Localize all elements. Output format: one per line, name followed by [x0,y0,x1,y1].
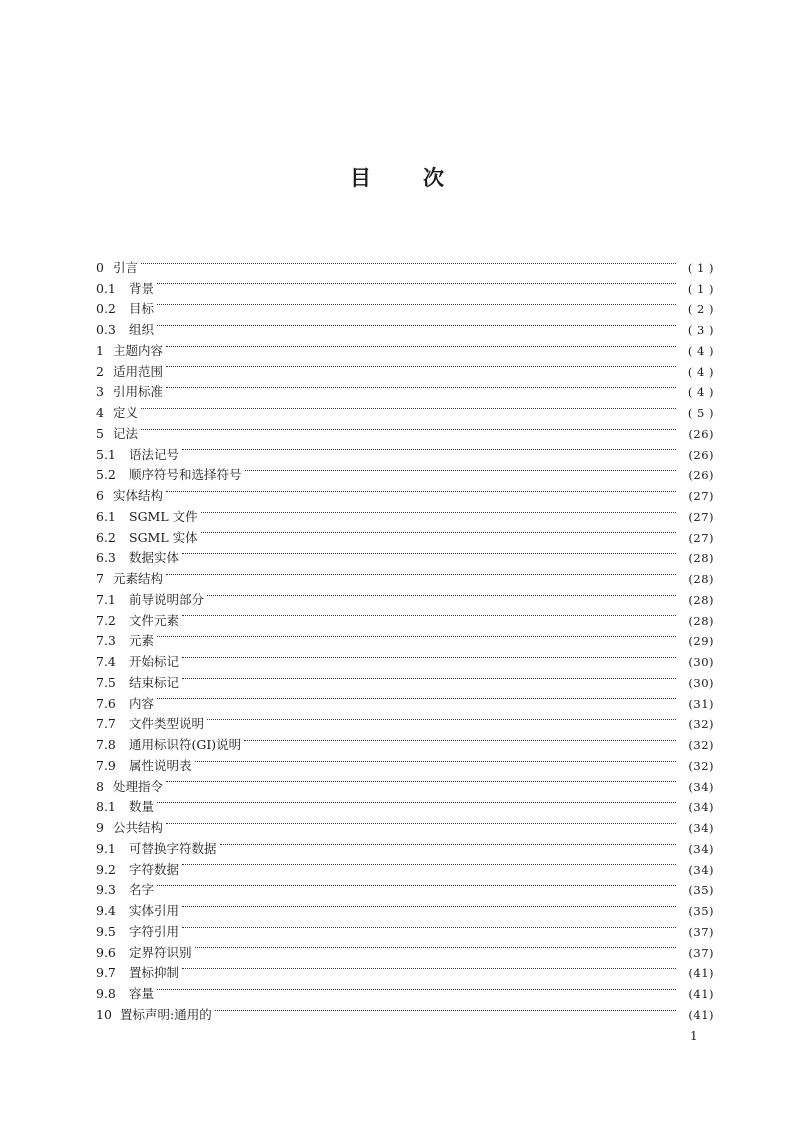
toc-entry-page: (37) [688,924,714,939]
toc-entry[interactable] [96,355,714,379]
toc-entry-label: 定界符识别 [129,944,192,960]
dot-leader [157,272,676,293]
toc-entry-number: 5.1 [96,446,116,462]
toc-entry-label: 通用标识符(GI)说明 [129,737,242,752]
toc-entry[interactable] [96,438,714,462]
dot-leader [182,894,676,915]
toc-entry-number: 4 [96,405,104,420]
toc-entry-label: 名字 [129,882,155,898]
dot-leader [157,687,676,708]
dot-leader [182,853,676,874]
toc-entry-label: 主题内容 [113,342,164,358]
toc-entry-label: 元素结构 [113,571,164,586]
dot-leader [182,666,676,687]
dot-leader [195,936,676,957]
dot-leader [182,604,676,625]
toc-entry-label: 实体引用 [129,903,180,918]
toc-entry-number: 7.4 [96,654,116,669]
dot-leader [166,334,676,355]
toc-entry-page: ( 2 ) [687,302,714,317]
toc-entry-number: 7.5 [96,674,116,690]
toc-entry-label: 实体结构 [113,488,164,503]
toc-entry-page: (34) [688,779,714,794]
toc-entry-label: 目标 [129,301,155,317]
toc-entry-label: 字符数据 [129,861,180,877]
toc-entry-label: SGML 实体 [129,529,198,545]
toc-entry-label: 文件类型说明 [129,716,205,732]
toc-entry-page: (34) [688,800,714,815]
page-number: 1 [690,1029,698,1043]
toc-entry-label: 顺序符号和选择符号 [129,467,242,483]
toc-entry[interactable] [96,936,714,960]
toc-entry-label: 定义 [113,405,139,420]
toc-entry-label: 组织 [129,322,155,337]
toc-entry-label: 数据实体 [129,550,180,566]
toc-entry-label: 元素 [129,633,155,649]
toc-entry-number: 0.3 [96,322,116,337]
toc-entry[interactable] [96,770,714,794]
toc-entry-page: (28) [688,613,714,628]
toc-entry-page: (34) [688,862,714,877]
dot-leader [245,459,676,480]
toc-entry-label: 适用范围 [113,363,164,379]
table-of-contents [96,251,714,1022]
toc-entry-number: 9.5 [96,923,116,939]
toc-entry-number: 5 [96,425,104,441]
toc-entry-label: 处理指令 [113,778,164,794]
toc-entry-page: (32) [688,717,714,732]
toc-entry-number: 7.6 [96,695,116,711]
toc-entry-label: 文件元素 [129,612,180,628]
toc-entry-label: 记法 [113,425,139,441]
dot-leader [141,251,676,272]
dot-leader [166,770,676,791]
toc-entry-page: (28) [688,551,714,566]
toc-entry-number: 9.6 [96,944,116,960]
toc-entry-page: (26) [688,447,714,462]
toc-entry-page: (41) [688,987,714,1001]
toc-entry[interactable] [96,894,714,918]
toc-entry[interactable] [96,853,714,877]
toc-entry-page: ( 4 ) [687,364,714,379]
toc-entry-number: 9.4 [96,903,116,918]
toc-entry-number: 7 [96,571,104,586]
toc-entry-page: (41) [688,966,714,981]
toc-entry[interactable] [96,977,714,1001]
toc-entry[interactable] [96,251,714,275]
toc-entry[interactable] [96,604,714,628]
dot-leader [201,521,676,542]
toc-entry-label: 公共结构 [113,820,164,835]
toc-entry-page: (26) [688,426,714,441]
toc-entry-label: 引用标准 [113,384,164,400]
toc-entry-page: (29) [688,634,714,649]
toc-entry[interactable] [96,708,714,732]
toc-entry-label: 容量 [129,986,155,1001]
dot-leader [182,645,676,666]
dot-leader [201,500,676,521]
dot-leader [141,396,676,417]
toc-entry-number: 6.3 [96,550,116,566]
toc-entry-label: 数量 [129,799,155,815]
toc-entry-page: (28) [688,572,714,586]
toc-entry-page: ( 1 ) [687,260,714,275]
toc-entry-number: 9.3 [96,882,116,898]
toc-entry-number: 8 [96,778,104,794]
dot-leader [166,562,676,583]
toc-entry[interactable] [96,791,714,815]
toc-entry-number: 2 [96,363,104,379]
dot-leader [244,728,676,749]
dot-leader [166,376,676,397]
toc-entry-number: 1 [96,342,104,358]
toc-entry-label: 结束标记 [129,674,180,690]
toc-entry-label: 置标抑制 [129,965,180,981]
dot-leader [166,479,676,500]
toc-entry[interactable] [96,334,714,358]
toc-entry[interactable] [96,376,714,400]
toc-entry[interactable] [96,583,714,607]
toc-entry-page: ( 4 ) [687,385,714,400]
toc-entry-number: 5.2 [96,467,116,483]
dot-leader [157,313,676,334]
toc-entry-label: 可替换字符数据 [129,840,217,856]
toc-entry[interactable] [96,479,714,503]
dot-leader [157,293,676,314]
toc-entry-number: 3 [96,384,104,400]
toc-entry[interactable] [96,957,714,981]
toc-entry-label: 开始标记 [129,654,180,669]
toc-entry-number: 6.1 [96,508,116,524]
dot-leader [157,977,676,998]
toc-entry-label: 字符引用 [129,923,180,939]
toc-entry-page: (41) [688,1007,714,1022]
toc-entry-number: 6 [96,488,104,503]
toc-entry[interactable] [96,562,714,586]
toc-entry-page: (30) [688,675,714,690]
toc-entry[interactable] [96,915,714,939]
toc-entry-number: 9.7 [96,965,116,981]
toc-entry-number: 7.3 [96,633,116,649]
dot-leader [157,874,676,895]
toc-entry-number: 7.1 [96,591,116,607]
toc-entry-label: 置标声明:通用的 [120,1006,212,1022]
title-char-2: 次 [423,166,444,190]
toc-entry[interactable] [96,293,714,317]
toc-entry-label: 内容 [129,695,155,711]
toc-entry[interactable] [96,645,714,669]
toc-entry-page: ( 1 ) [687,281,714,296]
dot-leader [182,542,676,563]
dot-leader [182,957,676,978]
toc-entry[interactable] [96,832,714,856]
toc-entry-page: (31) [688,696,714,711]
dot-leader [157,791,676,812]
toc-entry-page: (30) [688,655,714,669]
toc-entry-page: (32) [688,738,714,752]
dot-leader [207,583,676,604]
toc-entry-number: 9.1 [96,840,116,856]
toc-entry-page: (27) [688,489,714,503]
toc-entry-page: (35) [688,883,714,898]
toc-entry-number: 8.1 [96,799,116,815]
dot-leader [220,832,676,853]
toc-entry-page: ( 5 ) [687,406,714,420]
toc-entry-label: 语法记号 [129,446,180,462]
toc-entry-label: 背景 [129,280,155,296]
toc-entry-number: 9.8 [96,986,116,1001]
toc-entry-page: (37) [688,945,714,960]
toc-entry-page: (28) [688,592,714,607]
toc-entry-number: 0 [96,259,104,275]
toc-entry-page: (34) [688,821,714,835]
dot-leader [182,915,676,936]
toc-entry-label: 引言 [113,259,139,275]
toc-entry[interactable] [96,500,714,524]
dot-leader [215,998,676,1019]
toc-entry[interactable] [96,459,714,483]
toc-entry[interactable] [96,313,714,337]
toc-entry-number: 7.2 [96,612,116,628]
toc-entry[interactable] [96,811,714,835]
toc-entry[interactable] [96,542,714,566]
toc-entry-number: 9.2 [96,861,116,877]
dot-leader [182,438,676,459]
toc-entry-label: SGML 文件 [129,508,198,524]
toc-entry-number: 10 [96,1006,112,1022]
dot-leader [166,355,676,376]
toc-entry-number: 7.9 [96,757,116,773]
toc-entry-page: (35) [688,904,714,918]
toc-entry-number: 6.2 [96,529,116,545]
toc-entry-page: (26) [688,468,714,483]
toc-entry-number: 7.8 [96,737,116,752]
toc-entry[interactable] [96,687,714,711]
toc-entry[interactable] [96,272,714,296]
toc-entry-page: ( 4 ) [687,343,714,358]
page-title [0,162,794,192]
dot-leader [157,625,676,646]
toc-entry-page: (32) [688,758,714,773]
toc-entry[interactable] [96,417,714,441]
toc-entry[interactable] [96,998,714,1022]
toc-entry-number: 0.2 [96,301,116,317]
toc-entry-page: (27) [688,509,714,524]
title-char-1: 目 [350,166,371,190]
toc-entry-page: (34) [688,841,714,856]
dot-leader [207,708,676,729]
toc-entry-label: 前导说明部分 [129,591,205,607]
toc-entry-page: ( 3 ) [687,323,714,337]
toc-entry[interactable] [96,874,714,898]
dot-leader [141,417,676,438]
dot-leader [166,811,676,832]
toc-entry[interactable] [96,625,714,649]
toc-entry[interactable] [96,666,714,690]
dot-leader [195,749,676,770]
toc-entry-page: (27) [688,530,714,545]
toc-entry[interactable] [96,396,714,420]
toc-entry-number: 9 [96,820,104,835]
toc-entry-number: 0.1 [96,280,116,296]
toc-entry-number: 7.7 [96,716,116,732]
toc-entry-label: 属性说明表 [129,757,192,773]
